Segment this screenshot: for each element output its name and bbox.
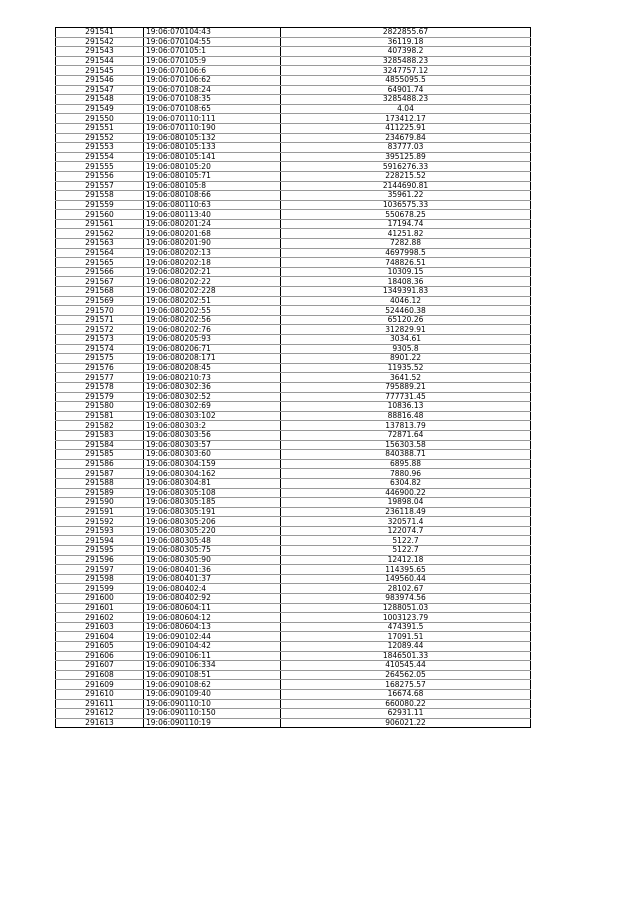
row-amount-cell: 777731.45	[281, 392, 531, 402]
row-id-cell: 291553	[56, 143, 144, 153]
row-time-cell: 19:06:080303:56	[144, 430, 281, 440]
row-amount-cell: 840388.71	[281, 450, 531, 460]
row-id-cell: 291558	[56, 191, 144, 201]
row-time-cell: 19:06:090110:19	[144, 718, 281, 728]
row-amount-cell: 3285488.23	[281, 95, 531, 105]
table-row	[56, 85, 531, 95]
row-time-cell: 19:06:090109:40	[144, 689, 281, 699]
data-table-body	[56, 28, 531, 728]
row-amount-cell: 10836.13	[281, 402, 531, 412]
row-amount-cell: 1003123.79	[281, 613, 531, 623]
row-time-cell: 19:06:080304:159	[144, 459, 281, 469]
row-amount-cell: 64901.74	[281, 85, 531, 95]
row-amount-cell: 395125.89	[281, 152, 531, 162]
row-time-cell: 19:06:070106:62	[144, 75, 281, 85]
row-time-cell: 19:06:070110:111	[144, 114, 281, 124]
row-time-cell: 19:06:080206:71	[144, 344, 281, 354]
row-time-cell: 19:06:080208:45	[144, 363, 281, 373]
row-id-cell: 291552	[56, 133, 144, 143]
row-amount-cell: 524460.38	[281, 306, 531, 316]
table-row	[56, 718, 531, 728]
row-time-cell: 19:06:080401:37	[144, 574, 281, 584]
row-amount-cell: 114395.65	[281, 565, 531, 575]
table-row	[56, 680, 531, 690]
row-amount-cell: 36119.18	[281, 37, 531, 47]
row-time-cell: 19:06:080105:132	[144, 133, 281, 143]
row-id-cell: 291597	[56, 565, 144, 575]
row-time-cell: 19:06:080201:24	[144, 219, 281, 229]
row-amount-cell: 407398.2	[281, 47, 531, 57]
row-id-cell: 291575	[56, 354, 144, 364]
row-id-cell: 291556	[56, 171, 144, 181]
row-id-cell: 291574	[56, 344, 144, 354]
row-id-cell: 291591	[56, 507, 144, 517]
row-time-cell: 19:06:080302:69	[144, 402, 281, 412]
row-time-cell: 19:06:070105:9	[144, 56, 281, 66]
row-amount-cell: 906021.22	[281, 718, 531, 728]
row-time-cell: 19:06:070104:55	[144, 37, 281, 47]
row-id-cell: 291604	[56, 632, 144, 642]
row-amount-cell: 4855095.5	[281, 75, 531, 85]
row-amount-cell: 156303.58	[281, 440, 531, 450]
row-amount-cell: 320571.4	[281, 517, 531, 527]
table-row	[56, 459, 531, 469]
row-id-cell: 291548	[56, 95, 144, 105]
row-amount-cell: 5916276.33	[281, 162, 531, 172]
row-time-cell: 19:06:080201:68	[144, 229, 281, 239]
row-time-cell: 19:06:080305:220	[144, 526, 281, 536]
row-id-cell: 291580	[56, 402, 144, 412]
table-row	[56, 382, 531, 392]
table-row	[56, 325, 531, 335]
row-id-cell: 291554	[56, 152, 144, 162]
table-row	[56, 104, 531, 114]
row-time-cell: 19:06:080303:57	[144, 440, 281, 450]
row-time-cell: 19:06:080202:18	[144, 258, 281, 268]
row-amount-cell: 5122.7	[281, 546, 531, 556]
row-amount-cell: 168275.57	[281, 680, 531, 690]
table-row	[56, 354, 531, 364]
row-time-cell: 19:06:080305:90	[144, 555, 281, 565]
table-row	[56, 344, 531, 354]
row-amount-cell: 122074.7	[281, 526, 531, 536]
table-row	[56, 584, 531, 594]
row-id-cell: 291576	[56, 363, 144, 373]
row-id-cell: 291585	[56, 450, 144, 460]
table-row	[56, 95, 531, 105]
row-amount-cell: 411225.91	[281, 123, 531, 133]
row-amount-cell: 7282.88	[281, 239, 531, 249]
row-time-cell: 19:06:090110:10	[144, 699, 281, 709]
row-time-cell: 19:06:080303:60	[144, 450, 281, 460]
row-amount-cell: 12089.44	[281, 642, 531, 652]
row-id-cell: 291569	[56, 296, 144, 306]
table-row	[56, 526, 531, 536]
row-amount-cell: 4046.12	[281, 296, 531, 306]
table-row	[56, 306, 531, 316]
row-time-cell: 19:06:070108:35	[144, 95, 281, 105]
row-time-cell: 19:06:080604:12	[144, 613, 281, 623]
table-row	[56, 555, 531, 565]
row-id-cell: 291547	[56, 85, 144, 95]
row-amount-cell: 2144690.81	[281, 181, 531, 191]
row-id-cell: 291613	[56, 718, 144, 728]
row-amount-cell: 3034.61	[281, 335, 531, 345]
row-time-cell: 19:06:080402:92	[144, 594, 281, 604]
row-id-cell: 291546	[56, 75, 144, 85]
row-time-cell: 19:06:080105:141	[144, 152, 281, 162]
row-time-cell: 19:06:070105:1	[144, 47, 281, 57]
row-amount-cell: 228215.52	[281, 171, 531, 181]
table-row	[56, 392, 531, 402]
row-time-cell: 19:06:080305:185	[144, 498, 281, 508]
row-id-cell: 291593	[56, 526, 144, 536]
row-id-cell: 291563	[56, 239, 144, 249]
row-id-cell: 291587	[56, 469, 144, 479]
row-amount-cell: 6304.82	[281, 478, 531, 488]
table-row	[56, 699, 531, 709]
row-id-cell: 291568	[56, 287, 144, 297]
row-amount-cell: 10309.15	[281, 267, 531, 277]
row-amount-cell: 983974.56	[281, 594, 531, 604]
row-time-cell: 19:06:080202:76	[144, 325, 281, 335]
table-row	[56, 402, 531, 412]
row-id-cell: 291555	[56, 162, 144, 172]
row-time-cell: 19:06:080302:52	[144, 392, 281, 402]
row-time-cell: 19:06:080305:191	[144, 507, 281, 517]
row-amount-cell: 1288051.03	[281, 603, 531, 613]
row-time-cell: 19:06:070104:43	[144, 28, 281, 38]
row-id-cell: 291607	[56, 661, 144, 671]
row-id-cell: 291544	[56, 56, 144, 66]
row-time-cell: 19:06:080604:11	[144, 603, 281, 613]
row-id-cell: 291570	[56, 306, 144, 316]
table-row	[56, 651, 531, 661]
row-amount-cell: 41251.82	[281, 229, 531, 239]
row-amount-cell: 3641.52	[281, 373, 531, 383]
row-amount-cell: 410545.44	[281, 661, 531, 671]
row-amount-cell: 12412.18	[281, 555, 531, 565]
row-amount-cell: 550678.25	[281, 210, 531, 220]
table-row	[56, 66, 531, 76]
row-id-cell: 291542	[56, 37, 144, 47]
table-row	[56, 430, 531, 440]
row-id-cell: 291602	[56, 613, 144, 623]
row-time-cell: 19:06:090108:51	[144, 670, 281, 680]
row-amount-cell: 748826.51	[281, 258, 531, 268]
row-id-cell: 291566	[56, 267, 144, 277]
row-amount-cell: 19898.04	[281, 498, 531, 508]
row-amount-cell: 83777.03	[281, 143, 531, 153]
table-row	[56, 162, 531, 172]
row-time-cell: 19:06:080110:63	[144, 200, 281, 210]
row-id-cell: 291612	[56, 709, 144, 719]
table-row	[56, 546, 531, 556]
row-amount-cell: 474391.5	[281, 622, 531, 632]
row-amount-cell: 17194.74	[281, 219, 531, 229]
row-time-cell: 19:06:080202:55	[144, 306, 281, 316]
row-amount-cell: 62931.11	[281, 709, 531, 719]
row-id-cell: 291567	[56, 277, 144, 287]
row-time-cell: 19:06:070108:24	[144, 85, 281, 95]
row-id-cell: 291592	[56, 517, 144, 527]
table-row	[56, 507, 531, 517]
table-row	[56, 47, 531, 57]
table-row	[56, 277, 531, 287]
row-id-cell: 291560	[56, 210, 144, 220]
table-row	[56, 498, 531, 508]
row-time-cell: 19:06:080202:51	[144, 296, 281, 306]
row-amount-cell: 88816.48	[281, 411, 531, 421]
row-id-cell: 291599	[56, 584, 144, 594]
table-row	[56, 315, 531, 325]
row-amount-cell: 18408.36	[281, 277, 531, 287]
table-row	[56, 373, 531, 383]
table-row	[56, 709, 531, 719]
row-amount-cell: 72871.64	[281, 430, 531, 440]
row-id-cell: 291594	[56, 536, 144, 546]
row-amount-cell: 6895.88	[281, 459, 531, 469]
row-time-cell: 19:06:090108:62	[144, 680, 281, 690]
row-amount-cell: 65120.26	[281, 315, 531, 325]
row-time-cell: 19:06:090110:150	[144, 709, 281, 719]
row-time-cell: 19:06:080105:8	[144, 181, 281, 191]
row-time-cell: 19:06:070106:6	[144, 66, 281, 76]
row-time-cell: 19:06:080105:71	[144, 171, 281, 181]
row-amount-cell: 795889.21	[281, 382, 531, 392]
row-id-cell: 291600	[56, 594, 144, 604]
row-time-cell: 19:06:080304:81	[144, 478, 281, 488]
table-row	[56, 296, 531, 306]
row-time-cell: 19:06:080113:40	[144, 210, 281, 220]
row-time-cell: 19:06:080305:75	[144, 546, 281, 556]
row-id-cell: 291608	[56, 670, 144, 680]
table-row	[56, 594, 531, 604]
row-amount-cell: 1846501.33	[281, 651, 531, 661]
table-row	[56, 114, 531, 124]
table-row	[56, 200, 531, 210]
row-time-cell: 19:06:080402:4	[144, 584, 281, 594]
row-id-cell: 291572	[56, 325, 144, 335]
table-row	[56, 229, 531, 239]
row-amount-cell: 264562.05	[281, 670, 531, 680]
table-row	[56, 133, 531, 143]
table-row	[56, 335, 531, 345]
table-row	[56, 421, 531, 431]
row-id-cell: 291545	[56, 66, 144, 76]
table-row	[56, 363, 531, 373]
row-amount-cell: 137813.79	[281, 421, 531, 431]
table-row	[56, 603, 531, 613]
row-id-cell: 291551	[56, 123, 144, 133]
row-id-cell: 291590	[56, 498, 144, 508]
table-row	[56, 56, 531, 66]
row-amount-cell: 28102.67	[281, 584, 531, 594]
table-row	[56, 574, 531, 584]
row-time-cell: 19:06:070110:190	[144, 123, 281, 133]
row-id-cell: 291561	[56, 219, 144, 229]
row-time-cell: 19:06:080202:228	[144, 287, 281, 297]
row-time-cell: 19:06:080401:36	[144, 565, 281, 575]
row-time-cell: 19:06:080208:171	[144, 354, 281, 364]
row-id-cell: 291579	[56, 392, 144, 402]
row-id-cell: 291610	[56, 689, 144, 699]
table-row	[56, 411, 531, 421]
table-row	[56, 287, 531, 297]
row-id-cell: 291583	[56, 430, 144, 440]
table-row	[56, 565, 531, 575]
row-time-cell: 19:06:080105:133	[144, 143, 281, 153]
table-row	[56, 536, 531, 546]
row-id-cell: 291586	[56, 459, 144, 469]
table-row	[56, 440, 531, 450]
row-time-cell: 19:06:080202:56	[144, 315, 281, 325]
row-amount-cell: 3247757.12	[281, 66, 531, 76]
row-time-cell: 19:06:080201:90	[144, 239, 281, 249]
row-amount-cell: 3285488.23	[281, 56, 531, 66]
row-amount-cell: 1349391.83	[281, 287, 531, 297]
row-amount-cell: 4697998.5	[281, 248, 531, 258]
table-row	[56, 258, 531, 268]
row-id-cell: 291595	[56, 546, 144, 556]
row-id-cell: 291557	[56, 181, 144, 191]
row-id-cell: 291588	[56, 478, 144, 488]
row-amount-cell: 312829.91	[281, 325, 531, 335]
row-id-cell: 291582	[56, 421, 144, 431]
row-amount-cell: 149560.44	[281, 574, 531, 584]
table-row	[56, 152, 531, 162]
row-time-cell: 19:06:080304:162	[144, 469, 281, 479]
row-time-cell: 19:06:080202:13	[144, 248, 281, 258]
row-id-cell: 291605	[56, 642, 144, 652]
table-row	[56, 670, 531, 680]
table-row	[56, 689, 531, 699]
table-row	[56, 661, 531, 671]
table-row	[56, 219, 531, 229]
row-id-cell: 291589	[56, 488, 144, 498]
row-amount-cell: 35961.22	[281, 191, 531, 201]
table-row	[56, 478, 531, 488]
row-time-cell: 19:06:080105:20	[144, 162, 281, 172]
row-amount-cell: 236118.49	[281, 507, 531, 517]
row-time-cell: 19:06:080108:66	[144, 191, 281, 201]
row-time-cell: 19:06:080210:73	[144, 373, 281, 383]
table-row	[56, 642, 531, 652]
row-id-cell: 291596	[56, 555, 144, 565]
row-time-cell: 19:06:080202:21	[144, 267, 281, 277]
row-amount-cell: 1036575.33	[281, 200, 531, 210]
row-time-cell: 19:06:080205:93	[144, 335, 281, 345]
row-time-cell: 19:06:070108:65	[144, 104, 281, 114]
row-amount-cell: 173412.17	[281, 114, 531, 124]
row-time-cell: 19:06:090106:334	[144, 661, 281, 671]
row-amount-cell: 7880.96	[281, 469, 531, 479]
row-time-cell: 19:06:080305:48	[144, 536, 281, 546]
table-row	[56, 613, 531, 623]
table-row	[56, 622, 531, 632]
row-amount-cell: 16674.68	[281, 689, 531, 699]
row-id-cell: 291541	[56, 28, 144, 38]
row-amount-cell: 11935.52	[281, 363, 531, 373]
row-amount-cell: 9305.8	[281, 344, 531, 354]
row-time-cell: 19:06:090106:11	[144, 651, 281, 661]
row-amount-cell: 2822855.67	[281, 28, 531, 38]
table-row	[56, 75, 531, 85]
table-row	[56, 632, 531, 642]
row-time-cell: 19:06:080305:206	[144, 517, 281, 527]
row-id-cell: 291601	[56, 603, 144, 613]
row-amount-cell: 660080.22	[281, 699, 531, 709]
row-id-cell: 291578	[56, 382, 144, 392]
table-row	[56, 181, 531, 191]
row-time-cell: 19:06:090104:42	[144, 642, 281, 652]
row-id-cell: 291559	[56, 200, 144, 210]
row-id-cell: 291565	[56, 258, 144, 268]
row-id-cell: 291549	[56, 104, 144, 114]
table-row	[56, 469, 531, 479]
row-id-cell: 291598	[56, 574, 144, 584]
row-time-cell: 19:06:080305:108	[144, 488, 281, 498]
row-id-cell: 291611	[56, 699, 144, 709]
row-time-cell: 19:06:080303:2	[144, 421, 281, 431]
row-time-cell: 19:06:090102:44	[144, 632, 281, 642]
table-row	[56, 517, 531, 527]
row-time-cell: 19:06:080303:102	[144, 411, 281, 421]
row-id-cell: 291581	[56, 411, 144, 421]
row-amount-cell: 234679.84	[281, 133, 531, 143]
row-time-cell: 19:06:080302:36	[144, 382, 281, 392]
row-id-cell: 291573	[56, 335, 144, 345]
row-id-cell: 291584	[56, 440, 144, 450]
table-row	[56, 450, 531, 460]
row-id-cell: 291606	[56, 651, 144, 661]
table-row	[56, 123, 531, 133]
row-amount-cell: 446900.22	[281, 488, 531, 498]
table-row	[56, 267, 531, 277]
row-id-cell: 291571	[56, 315, 144, 325]
row-time-cell: 19:06:080604:13	[144, 622, 281, 632]
row-time-cell: 19:06:080202:22	[144, 277, 281, 287]
row-id-cell: 291609	[56, 680, 144, 690]
row-id-cell: 291562	[56, 229, 144, 239]
table-row	[56, 191, 531, 201]
table-row	[56, 488, 531, 498]
row-id-cell: 291543	[56, 47, 144, 57]
table-row	[56, 248, 531, 258]
data-table	[55, 27, 531, 728]
row-amount-cell: 17091.51	[281, 632, 531, 642]
row-amount-cell: 4.04	[281, 104, 531, 114]
table-row	[56, 143, 531, 153]
row-id-cell: 291603	[56, 622, 144, 632]
table-row	[56, 171, 531, 181]
table-row	[56, 37, 531, 47]
row-id-cell: 291550	[56, 114, 144, 124]
table-row	[56, 210, 531, 220]
table-row	[56, 28, 531, 38]
row-id-cell: 291564	[56, 248, 144, 258]
row-amount-cell: 5122.7	[281, 536, 531, 546]
row-amount-cell: 8901.22	[281, 354, 531, 364]
table-row	[56, 239, 531, 249]
row-id-cell: 291577	[56, 373, 144, 383]
